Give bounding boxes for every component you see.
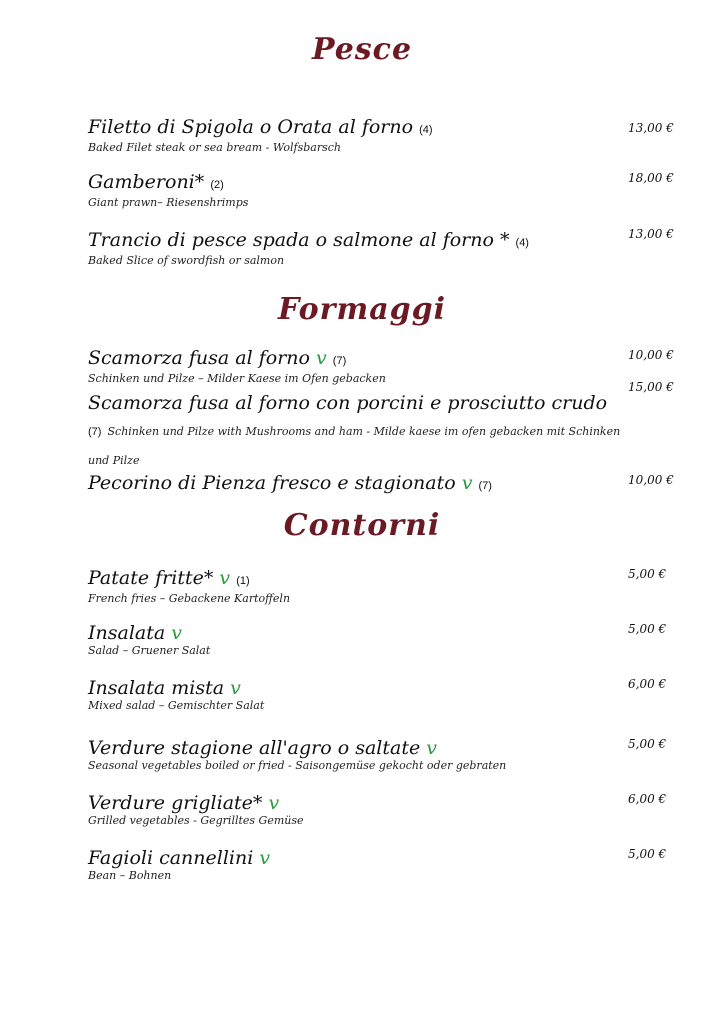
item-price: 6,00 €	[628, 792, 667, 806]
vegetarian-mark: v	[259, 847, 271, 869]
item-name: Pecorino di Pienza fresco e stagionato	[88, 472, 456, 494]
item-name: Scamorza fusa al forno	[88, 347, 310, 369]
vegetarian-mark: v	[230, 677, 241, 699]
item-description: Schinken und Pilze – Milder Kaese im Ofen gebacken	[88, 372, 386, 385]
allergen-code: (7)	[88, 426, 102, 438]
item-price: 5,00 €	[628, 567, 667, 581]
menu-item	[88, 847, 618, 883]
menu-item	[88, 472, 618, 497]
item-name: Insalata	[88, 622, 166, 644]
menu-item	[88, 116, 618, 155]
item-price: 5,00 €	[628, 737, 667, 751]
item-name: Verdure stagione all'agro o saltate	[88, 737, 421, 759]
vegetarian-mark: v	[219, 567, 231, 589]
section-title-contorni: Contorni	[283, 508, 441, 543]
allergen-code: (4)	[419, 124, 433, 136]
item-description: Schinken und Pilze with Mushrooms and ham - Milde kaese im ofen gebacken mit Schinken und Pilze	[88, 425, 621, 467]
item-price: 13,00 €	[628, 121, 674, 135]
menu-item	[88, 622, 618, 658]
item-description: Baked Slice of swordfish or salmon	[88, 254, 285, 267]
menu-item	[88, 229, 618, 268]
item-price: 10,00 €	[628, 348, 674, 362]
item-name: Scamorza fusa al forno con porcini e prosciutto crudo	[88, 392, 608, 414]
item-price: 5,00 €	[628, 847, 667, 861]
allergen-code: (1)	[236, 575, 250, 587]
item-name: Patate fritte*	[88, 567, 214, 589]
menu-item	[88, 390, 623, 471]
item-price: 18,00 €	[628, 171, 674, 185]
item-name: Fagioli cannellini	[88, 847, 254, 869]
item-description: Baked Filet steak or sea bream - Wolfsbarsch	[88, 141, 342, 154]
item-description: Giant prawn– Riesenshrimps	[88, 196, 249, 209]
allergen-code: (7)	[478, 480, 492, 492]
item-description: Grilled vegetables - Gegrilltes Gemüse	[88, 814, 304, 827]
section-title-formaggi: Formaggi	[277, 292, 446, 327]
item-price: 10,00 €	[628, 473, 674, 487]
section-title-pesce: Pesce	[311, 32, 413, 67]
item-description: Salad – Gruener Salat	[88, 644, 211, 657]
item-price: 6,00 €	[628, 677, 667, 691]
menu-item	[88, 567, 618, 606]
item-description: Bean – Bohnen	[88, 869, 172, 882]
item-price: 5,00 €	[628, 622, 667, 636]
vegetarian-mark: v	[268, 792, 280, 814]
vegetarian-mark: v	[316, 347, 327, 369]
item-name: Trancio di pesce spada o salmone al forno *	[88, 229, 510, 251]
menu-item	[88, 171, 618, 210]
item-name: Gamberoni*	[88, 171, 205, 193]
item-name: Filetto di Spigola o Orata al forno	[88, 116, 414, 138]
menu-item	[88, 792, 618, 828]
item-price: 15,00 €	[628, 380, 674, 394]
item-description: Seasonal vegetables boiled or fried - Saisongemüse gekocht oder gebraten	[88, 759, 507, 772]
vegetarian-mark: v	[426, 737, 437, 759]
menu-item	[88, 677, 618, 713]
allergen-code: (4)	[515, 237, 529, 249]
allergen-code: (7)	[332, 355, 347, 367]
item-price: 13,00 €	[628, 227, 674, 241]
vegetarian-mark: v	[461, 472, 473, 494]
item-description: Mixed salad – Gemischter Salat	[88, 699, 265, 712]
item-name: Insalata mista	[88, 677, 225, 699]
menu-item	[88, 737, 618, 773]
item-name: Verdure grigliate*	[88, 792, 263, 814]
item-description: French fries – Gebackene Kartoffeln	[88, 592, 291, 605]
menu-item	[88, 347, 618, 386]
vegetarian-mark: v	[171, 622, 182, 644]
allergen-code: (2)	[210, 179, 224, 191]
